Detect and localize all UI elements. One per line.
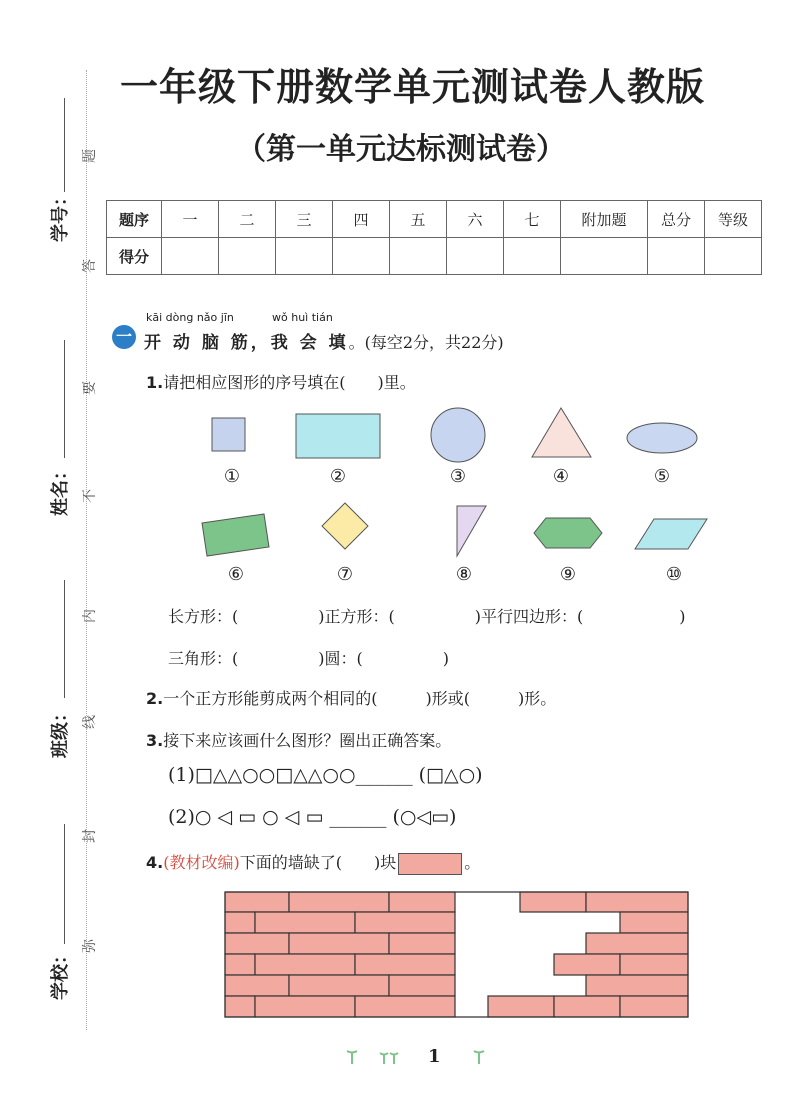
score-cell[interactable] — [447, 238, 504, 275]
seal-char: 要 — [82, 381, 98, 395]
section-heading — [144, 328, 504, 353]
question-1 — [146, 370, 416, 393]
table-cell: 题序 — [107, 201, 162, 238]
table-cell: 七 — [504, 201, 561, 238]
section-note: 。(每空2分，共22分) — [348, 333, 504, 352]
section-pinyin: kāi dòng nǎo jīn — [146, 311, 234, 324]
seal-char: 内 — [82, 609, 98, 623]
question-text: 下面的墙缺了( )块 — [239, 853, 397, 872]
brick — [289, 975, 389, 996]
question-tag: (教材改编) — [163, 853, 240, 872]
seal-char: 封 — [82, 829, 98, 843]
brick — [355, 954, 455, 975]
brick — [225, 892, 289, 912]
brick-wall — [224, 890, 690, 1020]
shape-label: ⑦ — [336, 564, 354, 585]
score-cell[interactable] — [333, 238, 390, 275]
brick — [255, 954, 355, 975]
score-cell[interactable] — [390, 238, 447, 275]
score-cell[interactable] — [276, 238, 333, 275]
brick — [355, 996, 455, 1017]
student-number-line — [64, 98, 65, 192]
brick — [520, 892, 586, 912]
triangle-shape — [532, 408, 591, 457]
page-subtitle: （第一单元达标测试卷） — [236, 132, 566, 167]
ellipse-shape — [627, 423, 697, 453]
brick-icon — [398, 853, 462, 875]
table-cell: 五 — [390, 201, 447, 238]
seal-char: 不 — [82, 489, 98, 503]
shape-label: ① — [223, 466, 241, 487]
brick — [225, 975, 289, 996]
rotated-rectangle-shape — [202, 514, 269, 556]
brick — [255, 912, 355, 933]
score-cell[interactable] — [705, 238, 762, 275]
section-heading-text: 开 动 脑 筋，我 会 填 — [144, 333, 349, 353]
brick — [225, 933, 289, 954]
table-cell: 得分 — [107, 238, 162, 275]
q1-answer-line-1[interactable]: 长方形：( )正方形：( )平行四边形：( ) — [168, 607, 686, 626]
question-number: 4. — [146, 853, 164, 872]
brick — [620, 912, 688, 933]
table-cell: 等级 — [705, 201, 762, 238]
brick — [389, 933, 455, 954]
brick — [289, 933, 389, 954]
brick — [355, 912, 455, 933]
diamond-square-shape — [322, 503, 368, 549]
circle-shape — [431, 408, 485, 462]
name-line — [64, 340, 65, 458]
parallelogram-shape — [635, 519, 707, 549]
q3-sequence-1[interactable]: (1)□△△○○□△△○○______ (□△○) — [168, 764, 483, 786]
school-label: 学校： — [50, 946, 71, 1000]
score-cell[interactable] — [561, 238, 648, 275]
shape-label: ⑩ — [665, 564, 683, 585]
q1-answer-line-2[interactable]: 三角形：( )圆：( ) — [168, 649, 449, 668]
rectangle-shape — [296, 414, 380, 458]
score-table-score-row — [107, 238, 762, 275]
brick — [586, 933, 688, 954]
shape-label: ⑥ — [227, 564, 245, 585]
square-shape — [212, 418, 245, 451]
name-label: 姓名： — [50, 462, 71, 516]
score-cell[interactable] — [219, 238, 276, 275]
section-pinyin: wǒ huì tián — [272, 311, 333, 324]
brick — [620, 996, 688, 1017]
question-2[interactable] — [146, 686, 556, 709]
shape-label: ⑧ — [455, 564, 473, 585]
score-cell[interactable] — [648, 238, 705, 275]
score-cell[interactable] — [504, 238, 561, 275]
question-text: 接下来应该画什么图形？圈出正确答案。 — [163, 731, 452, 750]
brick — [225, 954, 255, 975]
table-cell: 二 — [219, 201, 276, 238]
school-line — [64, 824, 65, 944]
shape-label: ⑤ — [653, 466, 671, 487]
question-text: 请把相应图形的序号填在( )里。 — [163, 373, 416, 392]
brick — [620, 954, 688, 975]
class-label: 班级： — [50, 704, 71, 758]
seal-char: 题 — [82, 149, 98, 163]
student-number-label: 学号： — [50, 188, 71, 242]
binding-line — [86, 70, 87, 1030]
score-table-header-row — [107, 201, 762, 238]
question-number: 3. — [146, 731, 164, 750]
page-title: 一年级下册数学单元测试卷人教版 — [120, 65, 706, 109]
page-number: 1 — [428, 1046, 441, 1067]
brick — [289, 892, 389, 912]
score-cell[interactable] — [162, 238, 219, 275]
brick — [225, 912, 255, 933]
class-line — [64, 580, 65, 698]
shape-label: ③ — [449, 466, 467, 487]
shape-label: ② — [329, 466, 347, 487]
brick — [488, 996, 554, 1017]
seal-char: 弥 — [82, 939, 98, 953]
brick — [586, 892, 688, 912]
score-table — [106, 200, 762, 275]
brick — [586, 975, 688, 996]
brick — [389, 975, 455, 996]
brick — [554, 996, 620, 1017]
brick — [225, 996, 255, 1017]
question-3 — [146, 728, 451, 751]
shape-label: ⑨ — [559, 564, 577, 585]
question-4[interactable] — [146, 850, 480, 875]
table-cell: 三 — [276, 201, 333, 238]
sprout-icon — [344, 1046, 494, 1070]
seal-char: 线 — [82, 715, 98, 729]
question-number: 2. — [146, 689, 164, 708]
shape-label: ④ — [552, 466, 570, 487]
table-cell: 一 — [162, 201, 219, 238]
seal-char: 答 — [82, 259, 98, 273]
brick — [389, 892, 455, 912]
brick — [554, 954, 620, 975]
right-triangle-shape — [457, 506, 486, 556]
brick — [255, 996, 355, 1017]
question-text: 一个正方形能剪成两个相同的( )形或( )形。 — [163, 689, 557, 708]
section-badge: 一 — [112, 325, 136, 349]
hexagon-shape — [534, 518, 602, 548]
question-number: 1. — [146, 373, 164, 392]
table-cell: 六 — [447, 201, 504, 238]
q3-sequence-2[interactable]: (2)○ ◁ ▭ ○ ◁ ▭ ______ (○◁▭) — [168, 806, 457, 828]
question-tail: 。 — [464, 853, 481, 872]
table-cell: 总分 — [648, 201, 705, 238]
table-cell: 附加题 — [561, 201, 648, 238]
table-cell: 四 — [333, 201, 390, 238]
